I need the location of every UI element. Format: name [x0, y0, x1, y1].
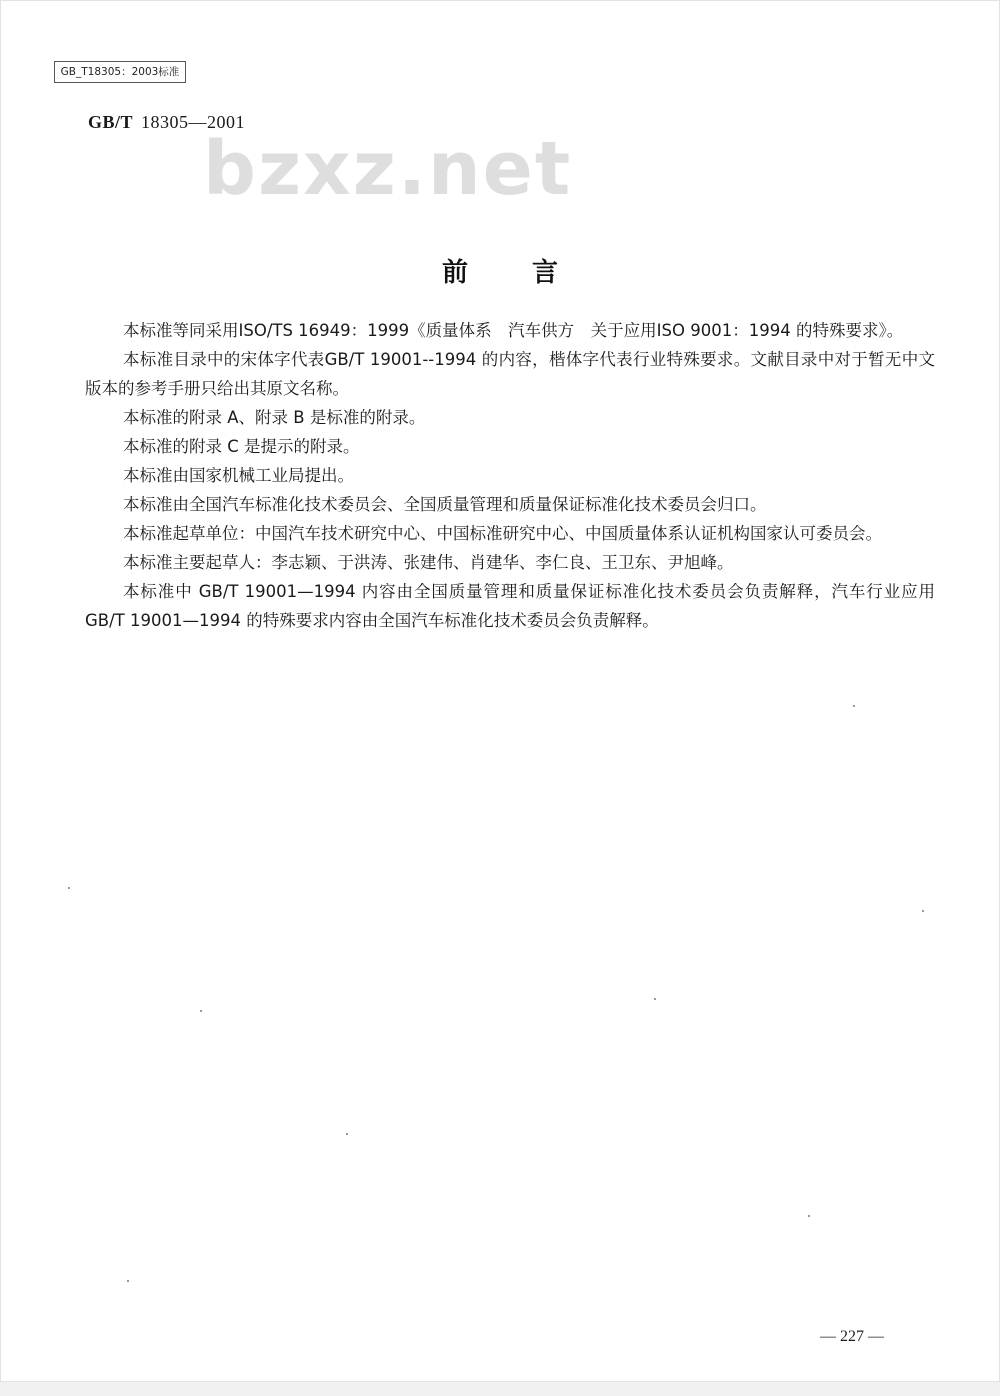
scan-speck — [654, 998, 656, 1000]
scan-speck — [68, 887, 70, 889]
paragraph: 本标准的附录 C 是提示的附录。 — [123, 437, 360, 456]
foreword-body — [85, 316, 935, 635]
paragraph: 本标准由全国汽车标准化技术委员会、全国质量管理和质量保证标准化技术委员会归口。 — [123, 495, 767, 514]
scan-speck — [922, 910, 924, 912]
paragraph: 本标准起草单位：中国汽车技术研究中心、中国标准研究中心、中国质量体系认证机构国家认可委员会。 — [123, 524, 882, 543]
scan-speck — [853, 705, 855, 707]
scan-bottom-edge — [0, 1381, 1000, 1396]
page-number: — 227 — — [820, 1328, 884, 1345]
paragraph: 本标准主要起草人：李志颖、于洪涛、张建伟、肖建华、李仁良、王卫东、尹旭峰。 — [123, 553, 734, 572]
page-title: 前言 — [441, 258, 622, 288]
document-label: GB_T18305：2003标准 — [54, 61, 186, 83]
paragraph: 本标准由国家机械工业局提出。 — [123, 466, 354, 485]
scan-speck — [127, 1280, 129, 1282]
scan-speck — [346, 1133, 348, 1135]
paragraph: 本标准等同采用ISO/TS 16949：1999《质量体系 汽车供方 关于应用ISO 9001：1994 的特殊要求》。 — [123, 321, 904, 340]
standard-prefix: GB/T — [88, 112, 134, 132]
paragraph: 本标准的附录 A、附录 B 是标准的附录。 — [123, 408, 426, 427]
paragraph: 本标准中 GB/T 19001—1994 内容由全国质量管理和质量保证标准化技术委员会负责解释，汽车行业应用 GB/T 19001—1994 的特殊要求内容由全国汽车标准化技术委员会负责解释。 — [85, 582, 935, 630]
scan-speck — [808, 1215, 810, 1217]
scan-speck — [200, 1010, 202, 1012]
watermark: bzxz.net — [203, 126, 573, 212]
paragraph: 本标准目录中的宋体字代表GB/T 19001--1994 的内容，楷体字代表行业特殊要求。文献目录中对于暂无中文版本的参考手册只给出其原文名称。 — [85, 350, 935, 398]
standard-code: 18305—2001 — [141, 112, 246, 132]
